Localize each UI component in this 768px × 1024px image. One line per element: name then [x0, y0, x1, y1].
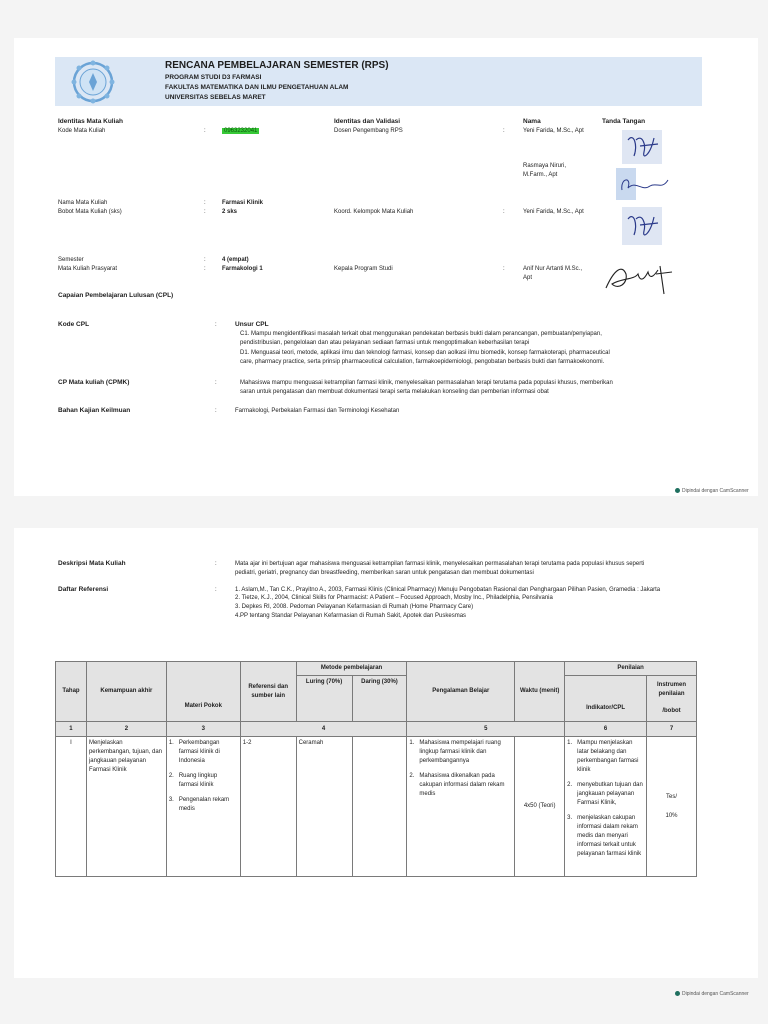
header-luring: Luring (70%): [296, 676, 352, 722]
header-metode: Metode pembelajaran: [296, 662, 407, 676]
colon: :: [204, 266, 206, 272]
cpmk-line2: saran untuk pengatasan dan membuat dokumentasi terapi serta melakukan konseling dan pemberian informasi obat: [240, 389, 549, 395]
bahan-kajian-label: Bahan Kajian Keilmuan: [58, 407, 131, 414]
colon: :: [215, 561, 217, 567]
dosen2-name-line1: Rasmaya Niruri,: [523, 163, 567, 169]
list-item: 1. Perkembangan farmasi klinik di Indonesia: [168, 740, 220, 764]
col-number: 4: [240, 722, 407, 737]
col-number: 7: [647, 722, 697, 737]
col-number: 5: [407, 722, 565, 737]
dosen-label: Dosen Pengembang RPS: [334, 128, 403, 134]
cpl-c1-line2: pendistribusian, pengelolaan dan atau pelayanan sediaan farmasi untuk mengoptimalkan keberhasilan terapi: [240, 340, 530, 346]
cell-luring: Ceramah: [296, 737, 352, 877]
nama-mk-label: Nama Mata Kuliah: [58, 200, 108, 206]
university-logo-icon: [62, 60, 124, 105]
camscanner-watermark: Dipindai dengan CamScanner: [675, 991, 749, 997]
camscanner-watermark: Dipindai dengan CamScanner: [675, 488, 749, 494]
header-kemampuan: Kemampuan akhir: [86, 662, 166, 722]
prasyarat-label: Mata Kuliah Prasyarat: [58, 266, 118, 272]
colon: :: [204, 128, 206, 134]
kode-mk-label: Kode Mata Kuliah: [58, 128, 106, 134]
bobot-label: Bobot Mata Kuliah (sks): [58, 209, 122, 215]
ref-4: 4.PP tentang Standar Pelayanan Kefarmasian di Rumah Sakit, Apotek dan Puskesmas: [235, 613, 467, 619]
cell-waktu: 4x50 (Teori): [515, 737, 565, 877]
validasi-heading: Identitas dan Validasi: [334, 118, 401, 125]
dosen1-name: Yeni Farida, M.Sc., Apt: [523, 128, 584, 134]
cpmk-line1: Mahasiswa mampu menguasai ketrampilan farmasi klinik, menyelesaikan permasalahan terapi terutama pada populasi khusus, memberikan: [240, 380, 613, 386]
ref-1: 1. Aslam,M., Tan C.K., Prayitno A., 2003, Farmasi Klinis (Clinical Pharmacy) Menuju Pengobatan Rasional dan Penghargaan Pilihan Pasien, Gramedia : Jakarta: [235, 587, 661, 593]
kaprodi-name-line2: Apt: [523, 275, 533, 281]
header-waktu: Waktu (menit): [515, 662, 565, 722]
kode-cpl-label: Kode CPL: [58, 321, 90, 328]
list-item: 3. Pengenalan rekam medis: [168, 797, 230, 812]
cell-instrumen: Tes/ 10%: [647, 737, 697, 877]
header-pengalaman: Pengalaman Belajar: [407, 662, 515, 722]
fakultas: FAKULTAS MATEMATIKA DAN ILMU PENGETAHUAN ALAM: [165, 84, 349, 91]
colon: :: [204, 200, 206, 206]
deskripsi-line2: pediatri, geriatri, pregnancy dan breastfeeding, memberikan saran untuk pengatasan dan membuat dokumentasi: [235, 570, 534, 576]
cell-indikator: [565, 737, 647, 877]
ref-3: 3. Depkes RI, 2008. Pedoman Pelayanan Kefarmasian di Rumah (Home Pharmacy Care): [235, 604, 474, 610]
kode-mk-value: 0963232041: [224, 128, 258, 134]
header-instrumen: Instrumen penilaian /bobot: [647, 676, 697, 722]
koord-label: Koord. Kelompok Mata Kuliah: [334, 209, 414, 215]
deskripsi-line1: Mata ajar ini bertujuan agar mahasiswa menguasai ketrampilan farmasi klinik, menyelesaikan permasalahan terapi terutama pada populasi khusus seperti: [235, 561, 645, 567]
prasyarat-value: Farmakologi 1: [222, 266, 263, 272]
colon: :: [503, 209, 505, 215]
header-tahap: Tahap: [56, 662, 87, 722]
signature-dosen2-icon: [612, 166, 672, 202]
cpl-c1-line1: C1. Mampu mengidentifikasi masalah terkait obat menggunakan pendekatan berbasis bukti dalam perancangan, pembuatan/penyiapan,: [240, 331, 602, 337]
list-item: 1. Mampu menjelaskan latar belakang dan perkembangan farmasi klinik: [567, 740, 639, 773]
cell-materi: [166, 737, 240, 877]
unsur-cpl-label: Unsur CPL: [235, 321, 269, 328]
list-item: 3. menjelaskan cakupan informasi dalam rekam medis dan menyari informasi terkait untuk pelayanan farmasi klinik: [567, 815, 642, 857]
cell-tahap: I: [56, 737, 87, 877]
camscanner-icon: [675, 488, 680, 493]
koord-name: Yeni Farida, M.Sc., Apt: [523, 209, 584, 215]
cpl-d1-line2: care, pharmacy practice, serta prinsip pharmaceutical calculation, farmakoepidemiologi, pengobatan berbasis bukti dan farmakoekonomi.: [240, 359, 605, 365]
camscanner-icon: [675, 991, 680, 996]
colon: :: [215, 322, 217, 328]
colon: :: [503, 128, 505, 134]
colon: :: [204, 209, 206, 215]
header-referensi: Referensi dan sumber lain: [240, 662, 296, 722]
cell-referensi: 1-2: [240, 737, 296, 877]
list-item: 1. Mahasiswa mempelajari ruang lingkup farmasi klinik dan perkembangannya: [409, 740, 501, 764]
col-number: 2: [86, 722, 166, 737]
referensi-label: Daftar Referensi: [58, 586, 109, 593]
cpl-heading: Capaian Pembelajaran Lulusan (CPL): [58, 292, 174, 299]
colon: :: [215, 408, 217, 414]
list-item: 2. Mahasiswa dikenalkan pada cakupan informasi dalam rekam medis: [409, 773, 505, 797]
semester-label: Semester: [58, 257, 84, 263]
cpmk-label: CP Mata kuliah (CPMK): [58, 379, 130, 386]
semester-value: 4 (empat): [222, 257, 249, 263]
col-number: 3: [166, 722, 240, 737]
cell-daring: [352, 737, 407, 877]
colon: :: [503, 266, 505, 272]
kaprodi-label: Kepala Program Studi: [334, 266, 393, 272]
cpl-d1-line1: D1. Menguasai teori, metode, aplikasi ilmu dan teknologi farmasi, konsep dan aolkasi ilmu biomedik, konsep farmakoterapi, pharmaceutical: [240, 350, 610, 356]
header-materi: Materi Pokok: [166, 662, 240, 722]
header-indikator: Indikator/CPL: [565, 676, 647, 722]
universitas: UNIVERSITAS SEBELAS MARET: [165, 94, 266, 101]
identitas-heading: Identitas Mata Kuliah: [58, 118, 124, 125]
rps-title: RENCANA PEMBELAJARAN SEMESTER (RPS): [165, 60, 389, 71]
col-number: 1: [56, 722, 87, 737]
signature-koord-icon: [620, 203, 664, 247]
cell-pengalaman: [407, 737, 515, 877]
cell-kemampuan: Menjelaskan perkembangan, tujuan, dan jangkauan pelayanan Farmasi Klinik: [86, 737, 166, 877]
ttd-heading: Tanda Tangan: [602, 118, 646, 125]
nama-heading: Nama: [523, 118, 541, 125]
signature-dosen1-icon: [620, 126, 664, 166]
table-row: [56, 737, 697, 877]
colon: :: [204, 257, 206, 263]
nama-mk-value: Farmasi Klinik: [222, 200, 264, 206]
program-studi: PROGRAM STUDI D3 FARMASI: [165, 74, 262, 81]
bobot-value: 2 sks: [222, 209, 238, 215]
dosen2-name-line2: M.Farm., Apt: [523, 172, 558, 178]
kaprodi-name-line1: Anif Nur Artanti M.Sc.,: [523, 266, 583, 272]
list-item: 2. menyebutkan tujuan dan jangkauan pelayanan Farmasi Klinik,: [567, 782, 643, 806]
header-penilaian: Penilaian: [565, 662, 697, 676]
deskripsi-label: Deskripsi Mata Kuliah: [58, 560, 126, 567]
colon: :: [215, 587, 217, 593]
header-daring: Daring (30%): [352, 676, 407, 722]
list-item: 2. Ruang lingkup farmasi klinik: [168, 773, 218, 788]
bahan-kajian-value: Farmakologi, Perbekalan Farmasi dan Terminologi Kesehatan: [235, 408, 400, 414]
ref-2: 2. Tietze, K.J., 2004, Clinical Skills for Pharmacist: A Patient – Focused Approach, Mosby Inc., Philadelphia, Pensilvania: [235, 595, 553, 601]
col-number: 6: [565, 722, 647, 737]
signature-kaprodi-icon: [600, 260, 675, 295]
rps-table: [55, 661, 697, 877]
colon: :: [215, 380, 217, 386]
